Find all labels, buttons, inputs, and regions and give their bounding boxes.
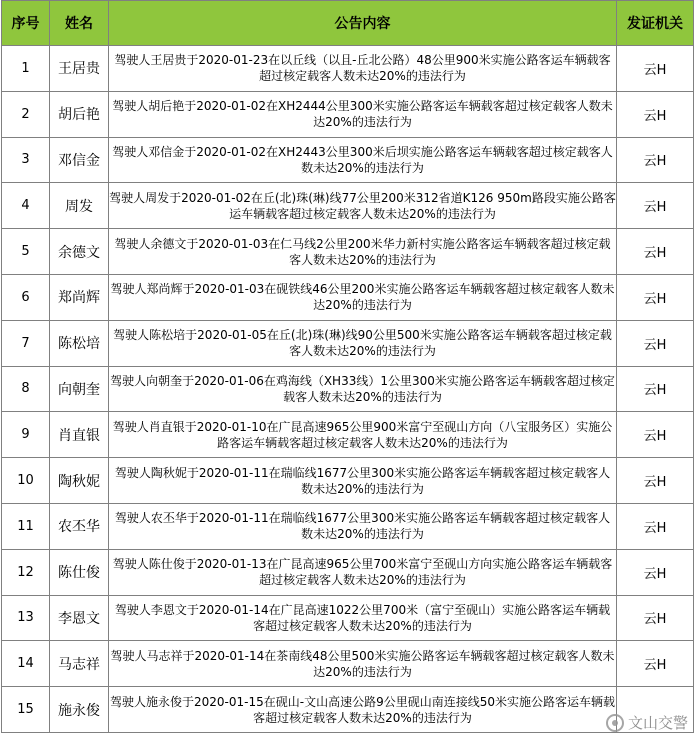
row-name: 王居贵	[50, 46, 109, 92]
row-issuing-authority: 云H	[617, 320, 694, 366]
row-content: 驾驶人王居贵于2020-01-23在以丘线（以且-丘北公路）48公里900米实施公路客运车辆载客超过核定载客人数未达20%的违法行为	[109, 46, 617, 92]
row-issuing-authority: 云H	[617, 595, 694, 641]
row-issuing-authority: 云H	[617, 46, 694, 92]
row-content: 驾驶人肖直银于2020-01-10在广昆高速965公里900米富宁至砚山方向（八宝服务区）实施公路客运车辆载客超过核定载客人数未达20%的违法行为	[109, 412, 617, 458]
table-row	[2, 366, 694, 412]
row-number: 1	[2, 46, 50, 92]
table-header-row	[2, 1, 694, 46]
table-row	[2, 412, 694, 458]
row-content: 驾驶人郑尚辉于2020-01-03在砚铁线46公里200米实施公路客运车辆载客超过核定载客人数未达20%的违法行为	[109, 274, 617, 320]
row-number: 9	[2, 412, 50, 458]
row-name: 陶秋妮	[50, 458, 109, 504]
table-row	[2, 503, 694, 549]
row-issuing-authority: 云H	[617, 503, 694, 549]
watermark-text: 文山交警	[627, 714, 688, 732]
row-content: 驾驶人胡后艳于2020-01-02在XH2444公里300米实施公路客运车辆载客超过核定载客人数未达20%的违法行为	[109, 91, 617, 137]
row-name: 施永俊	[50, 687, 109, 733]
row-content: 驾驶人周发于2020-01-02在丘(北)珠(琳)线77公里200米312省道K126 950m路段实施公路客运车辆载客超过核定载客人数未达20%的违法行为	[109, 183, 617, 229]
row-content: 驾驶人农丕华于2020-01-11在瑞临线1677公里300米实施公路客运车辆载客超过核定载客人数未达20%的违法行为	[109, 503, 617, 549]
row-content: 驾驶人陈仕俊于2020-01-13在广昆高速965公里700米富宁至砚山方向实施公路客运车辆载客超过核定载客人数未达20%的违法行为	[109, 549, 617, 595]
table-row	[2, 274, 694, 320]
row-number: 10	[2, 458, 50, 504]
row-issuing-authority: 云H	[617, 366, 694, 412]
row-issuing-authority: 云H	[617, 91, 694, 137]
row-issuing-authority: 云H	[617, 274, 694, 320]
row-issuing-authority: 云H	[617, 183, 694, 229]
row-content: 驾驶人马志祥于2020-01-14在茶南线48公里500米实施公路客运车辆载客超过核定载客人数未达20%的违法行为	[109, 641, 617, 687]
row-number: 5	[2, 229, 50, 275]
header-name: 姓名	[50, 1, 109, 46]
table-row	[2, 641, 694, 687]
header-org: 发证机关	[617, 1, 694, 46]
table-row	[2, 458, 694, 504]
row-issuing-authority: 云H	[617, 229, 694, 275]
row-name: 邓信金	[50, 137, 109, 183]
row-issuing-authority: 云H	[617, 549, 694, 595]
row-name: 陈松培	[50, 320, 109, 366]
row-content: 驾驶人余德文于2020-01-03在仁马线2公里200米华力新村实施公路客运车辆载客超过核定载客人数未达20%的违法行为	[109, 229, 617, 275]
table-row	[2, 91, 694, 137]
watermark	[606, 712, 688, 733]
row-number: 15	[2, 687, 50, 733]
row-name: 郑尚辉	[50, 274, 109, 320]
row-number: 12	[2, 549, 50, 595]
row-name: 余德文	[50, 229, 109, 275]
row-number: 6	[2, 274, 50, 320]
row-content: 驾驶人施永俊于2020-01-15在砚山-文山高速公路9公里砚山南连接线50米实施公路客运车辆载客超过核定载客人数未达20%的违法行为	[109, 687, 617, 733]
row-number: 7	[2, 320, 50, 366]
row-name: 向朝奎	[50, 366, 109, 412]
wechat-icon	[606, 714, 624, 732]
row-name: 李恩文	[50, 595, 109, 641]
row-number: 13	[2, 595, 50, 641]
table-body	[2, 46, 694, 733]
row-issuing-authority: 云H	[617, 137, 694, 183]
row-issuing-authority: 云H	[617, 641, 694, 687]
row-number: 2	[2, 91, 50, 137]
row-content: 驾驶人李恩文于2020-01-14在广昆高速1022公里700米（富宁至砚山）实施公路客运车辆载客超过核定载客人数未达20%的违法行为	[109, 595, 617, 641]
row-name: 胡后艳	[50, 91, 109, 137]
row-issuing-authority: 云H	[617, 412, 694, 458]
row-number: 3	[2, 137, 50, 183]
row-content: 驾驶人邓信金于2020-01-02在XH2443公里300米后坝实施公路客运车辆载客超过核定载客人数未达20%的违法行为	[109, 137, 617, 183]
table-row	[2, 687, 694, 733]
row-name: 农丕华	[50, 503, 109, 549]
row-content: 驾驶人向朝奎于2020-01-06在鸡海线（XH33线）1公里300米实施公路客运车辆载客超过核定载客人数未达20%的违法行为	[109, 366, 617, 412]
row-number: 4	[2, 183, 50, 229]
table-row	[2, 320, 694, 366]
row-name: 马志祥	[50, 641, 109, 687]
row-content: 驾驶人陶秋妮于2020-01-11在瑞临线1677公里300米实施公路客运车辆载客超过核定载客人数未达20%的违法行为	[109, 458, 617, 504]
table-row	[2, 229, 694, 275]
row-name: 周发	[50, 183, 109, 229]
table-row	[2, 183, 694, 229]
row-number: 11	[2, 503, 50, 549]
row-issuing-authority: 云H	[617, 458, 694, 504]
table-row	[2, 46, 694, 92]
header-content: 公告内容	[109, 1, 617, 46]
row-content: 驾驶人陈松培于2020-01-05在丘(北)珠(琳)线90公里500米实施公路客运车辆载客超过核定载客人数未达20%的违法行为	[109, 320, 617, 366]
row-name: 肖直银	[50, 412, 109, 458]
row-number: 8	[2, 366, 50, 412]
header-no: 序号	[2, 1, 50, 46]
table-row	[2, 595, 694, 641]
row-name: 陈仕俊	[50, 549, 109, 595]
notice-table	[1, 0, 694, 733]
table-row	[2, 549, 694, 595]
table-row	[2, 137, 694, 183]
row-number: 14	[2, 641, 50, 687]
